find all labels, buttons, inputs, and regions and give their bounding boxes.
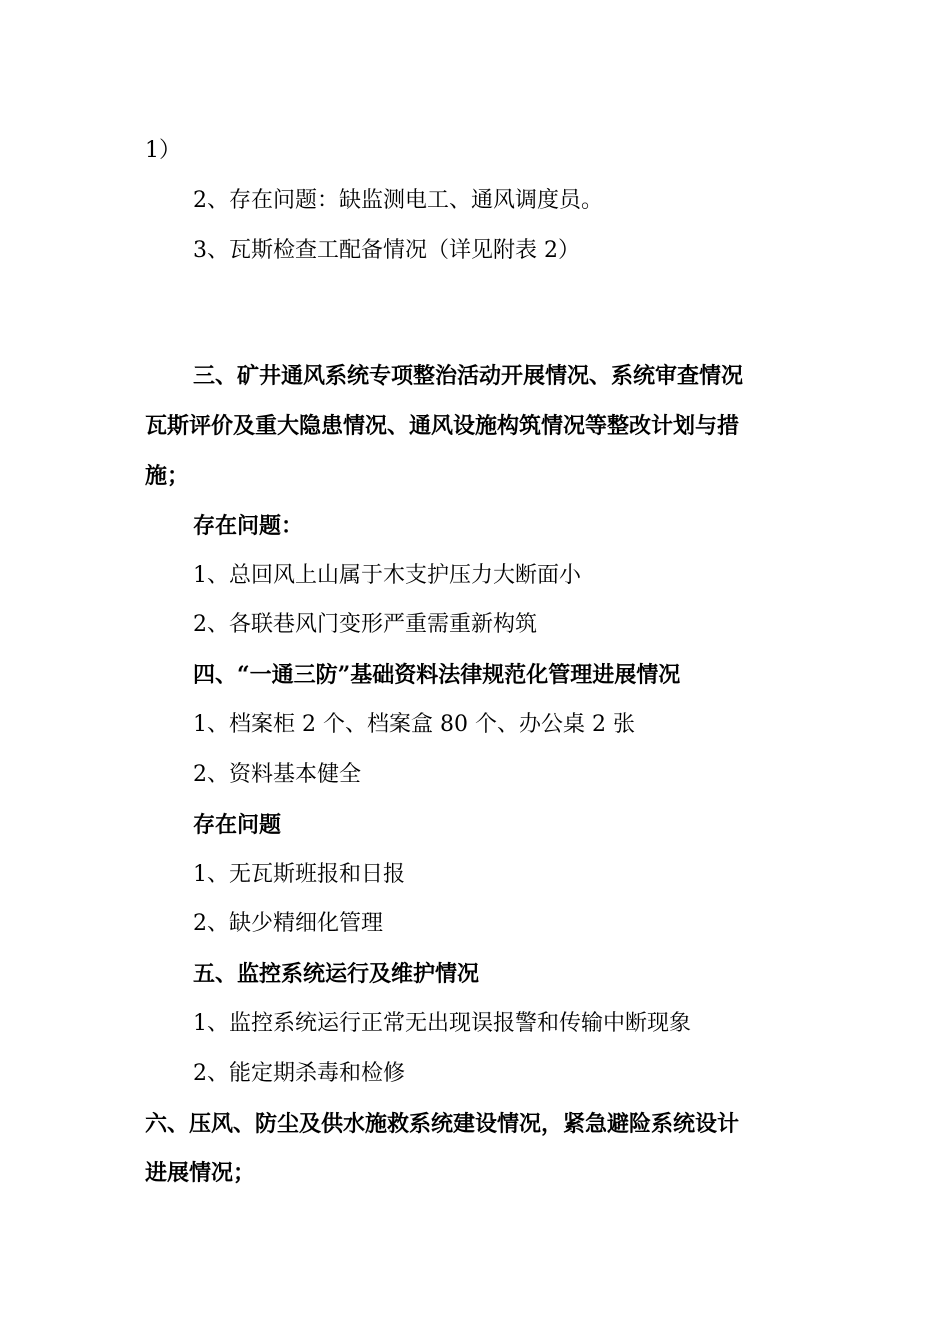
text-line-4-2: 2、资料基本健全 [193, 762, 361, 787]
text-line-problem-1: 1、总回风上山属于木支护压力大断面小 [193, 563, 581, 588]
problems-heading-2: 存在问题 [193, 812, 282, 838]
text-line-problem-4-1: 1、无瓦斯班报和日报 [193, 862, 405, 887]
section-heading-3-line-3: 施； [145, 463, 190, 489]
text-line-5-2: 2、能定期杀毒和检修 [193, 1061, 405, 1086]
section-heading-6-line-1: 六、压风、防尘及供水施救系统建设情况，紧急避险系统设计 [145, 1111, 740, 1137]
problems-heading-1: 存在问题： [193, 513, 304, 539]
text-line-2: 2、存在问题：缺监测电工、通风调度员。 [193, 188, 603, 213]
section-heading-4: 四、“一通三防”基础资料法律规范化管理进展情况 [193, 662, 681, 688]
section-heading-3-line-1: 三、矿井通风系统专项整治活动开展情况、系统审查情况 [193, 363, 744, 389]
text-line-3: 3、瓦斯检查工配备情况（详见附表 2） [193, 238, 580, 263]
section-heading-6-line-2: 进展情况； [145, 1160, 256, 1186]
text-line-problem-2: 2、各联巷风门变形严重需重新构筑 [193, 612, 537, 637]
text-line-1: 1） [145, 138, 181, 163]
text-line-problem-4-2: 2、缺少精细化管理 [193, 911, 383, 936]
section-heading-5: 五、监控系统运行及维护情况 [193, 961, 480, 987]
text-line-4-1: 1、档案柜 2 个、档案盒 80 个、办公桌 2 张 [193, 712, 635, 737]
section-heading-3-line-2: 瓦斯评价及重大隐患情况、通风设施构筑情况等整改计划与措 [145, 413, 740, 439]
text-line-5-1: 1、监控系统运行正常无出现误报警和传输中断现象 [193, 1011, 691, 1036]
